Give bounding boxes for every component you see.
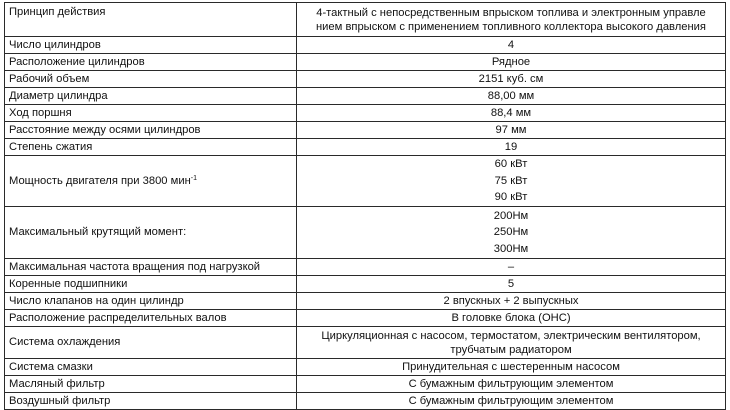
table-row [5, 359, 726, 376]
param-cell: Число цилиндров [5, 37, 297, 54]
table-row [5, 207, 726, 259]
value-line: 90 кВт [494, 191, 528, 204]
value-line: 75 кВт [494, 174, 528, 187]
value-line: трубчатым радиатором [450, 343, 572, 356]
table-row [5, 105, 726, 122]
value-cell: Рядное [297, 54, 726, 71]
value-cell: 4 [297, 37, 726, 54]
table-row [5, 37, 726, 54]
table-row [5, 88, 726, 105]
value-cell [297, 327, 726, 359]
value-cell: – [297, 259, 726, 276]
table-row [5, 259, 726, 276]
param-cell: Расположение цилиндров [5, 54, 297, 71]
param-cell: Масляный фильтр [5, 376, 297, 393]
param-cell: Рабочий объем [5, 71, 297, 88]
table-row [5, 156, 726, 207]
value-line: 200Нм [493, 209, 529, 222]
value-cell: Принудительная с шестеренным насосом [297, 359, 726, 376]
param-cell: Коренные подшипники [5, 276, 297, 293]
value-line: 60 кВт [494, 158, 528, 171]
table-row [5, 139, 726, 156]
value-line: 300Нм [493, 242, 529, 255]
param-cell: Максимальный крутящий момент: [5, 207, 297, 259]
value-cell: 88,00 мм [297, 88, 726, 105]
table-row [5, 54, 726, 71]
table-row [5, 293, 726, 310]
value-cell [297, 207, 726, 259]
value-cell [297, 156, 726, 207]
param-cell: Диаметр цилиндра [5, 88, 297, 105]
engine-spec-table [4, 2, 726, 410]
value-cell: С бумажным фильтрующим элементом [297, 376, 726, 393]
table-row [5, 3, 726, 37]
param-superscript: -1 [190, 174, 197, 182]
param-cell: Система охлаждения [5, 327, 297, 359]
value-cell: 88,4 мм [297, 105, 726, 122]
param-cell [5, 156, 297, 207]
value-cell: 2151 куб. см [297, 71, 726, 88]
param-cell: Принцип действия [5, 3, 297, 37]
param-cell: Ход поршня [5, 105, 297, 122]
value-cell: 2 впускных + 2 выпускных [297, 293, 726, 310]
value-line: 250Нм [493, 226, 529, 239]
param-cell: Расположение распределительных валов [5, 310, 297, 327]
value-line: 4-тактный с непосредственным впрыском топлива и электронным управле [316, 6, 706, 19]
value-cell: В головке блока (ОНС) [297, 310, 726, 327]
param-cell: Число клапанов на один цилиндр [5, 293, 297, 310]
table-row [5, 276, 726, 293]
param-cell: Степень сжатия [5, 139, 297, 156]
param-cell: Расстояние между осями цилиндров [5, 122, 297, 139]
table-row [5, 376, 726, 393]
value-cell: 97 мм [297, 122, 726, 139]
param-cell: Воздушный фильтр [5, 393, 297, 410]
table-row [5, 122, 726, 139]
table-row [5, 310, 726, 327]
table-row [5, 71, 726, 88]
value-cell [297, 3, 726, 37]
value-cell: 5 [297, 276, 726, 293]
param-text: Мощность двигателя при 3800 мин [9, 174, 191, 187]
value-line: нием впрыском с применением топливного коллектора высокого давления [316, 20, 706, 33]
value-cell: 19 [297, 139, 726, 156]
value-cell: С бумажным фильтрующим элементом [297, 393, 726, 410]
param-cell: Максимальная частота вращения под нагрузкой [5, 259, 297, 276]
value-line: Циркуляционная с насосом, термостатом, электрическим вентилятором, [321, 329, 701, 342]
param-cell: Система смазки [5, 359, 297, 376]
table-row [5, 327, 726, 359]
table-row [5, 393, 726, 410]
